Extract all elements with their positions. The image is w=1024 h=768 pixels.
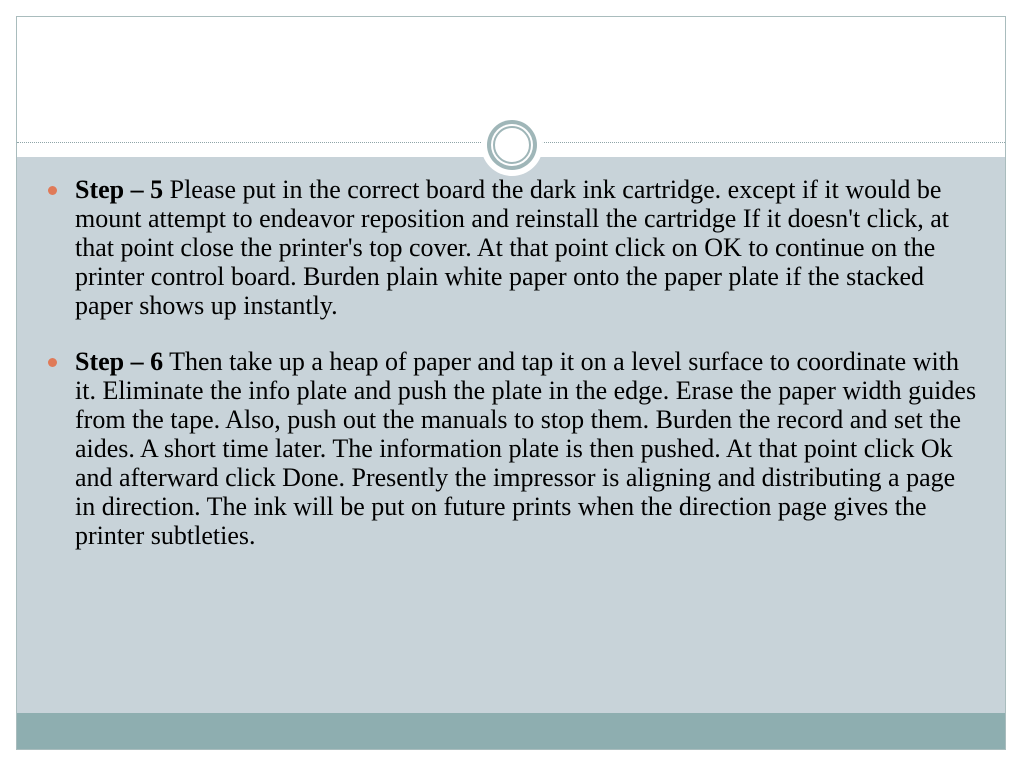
decorative-ring-icon [481,114,543,176]
bullet-icon [48,186,57,195]
list-item [75,175,980,320]
step-list [75,175,980,577]
step-label: Step – 5 [75,175,164,204]
step-label: Step – 6 [75,347,164,376]
step-text: Then take up a heap of paper and tap it on a level surface to coordinate with it. Eliminate the info plate and push the plate in the edge. Erase the paper width guides from the tape. Also, push out the manuals to stop them. Burden the record and set the aides. A short time later. The information plate is then pushed. At that point click Ok and afterward click Done. Presently the impressor is aligning and distributing a page in direction. The ink will be put on future prints when the direction page gives the printer subtleties. [75,347,977,550]
list-item [75,347,980,550]
bullet-icon [48,358,57,367]
slide [16,16,1006,750]
footer-bar [17,713,1005,749]
step-text: Please put in the correct board the dark ink cartridge. except if it would be mount attempt to endeavor reposition and reinstall the cartridge If it doesn't click, at that point close the printer's top cover. At that point click on OK to continue on the printer control board. Burden plain white paper onto the paper plate if the stacked paper shows up instantly. [75,175,949,320]
